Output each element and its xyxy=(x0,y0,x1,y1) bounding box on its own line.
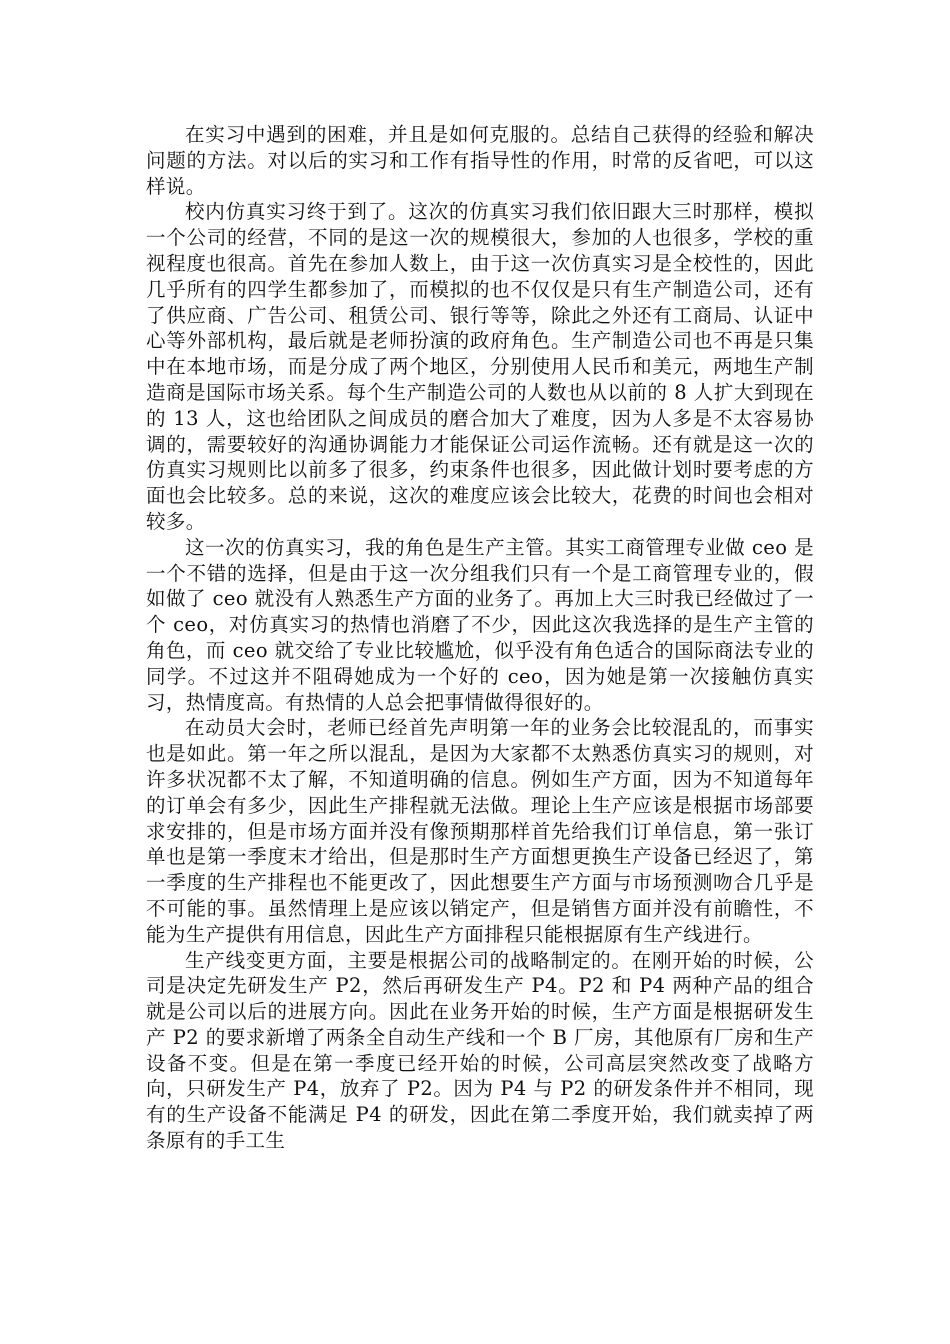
paragraph-first-year: 在动员大会时，老师已经首先声明第一年的业务会比较混乱的，而事实也是如此。第一年之所以混乱，是因为大家都不太熟悉仿真实习的规则，对许多状况都不太了解，不知道明确的信息。例如生产方面，因为不知道每年的订单会有多少，因此生产排程就无法做。理论上生产应该是根据市场部要求安排的，但是市场方面并没有像预期那样首先给我们订单信息，第一张订单也是第一季度末才给出，但是那时生产方面想更换生产设备已经迟了，第一季度的生产排程也不能更改了，因此想要生产方面与市场预测吻合几乎是不可能的事。虽然情理上是应该以销定产，但是销售方面并没有前瞻性，不能为生产提供有用信息，因此生产方面排程只能根据原有生产线进行。 xyxy=(146,716,814,946)
document-body xyxy=(146,122,814,1154)
paragraph-difficulties: 在实习中遇到的困难，并且是如何克服的。总结自己获得的经验和解决问题的方法。对以后的实习和工作有指导性的作用，时常的反省吧，可以这样说。 xyxy=(146,123,814,198)
paragraph-my-role: 这一次的仿真实习，我的角色是生产主管。其实工商管理专业做 ceo 是一个不错的选择，但是由于这一次分组我们只有一个是工商管理专业的，假如做了 ceo 就没有人熟悉生产方面的业务了。再加上大三时我已经做过了一个 ceo，对仿真实习的热情也消磨了不少，因此这次我选择的是生产主管的角色，而 ceo 就交给了专业比较尴尬，似乎没有角色适合的国际商法专业的同学。不过这并不阻碍她成为一个好的 ceo，因为她是第一次接触仿真实习，热情度高。有热情的人总会把事情做得很好的。 xyxy=(146,535,814,714)
paragraph-simulation-intro: 校内仿真实习终于到了。这次的仿真实习我们依旧跟大三时那样，模拟一个公司的经营，不同的是这一次的规模很大，参加的人也很多，学校的重视程度也很高。首先在参加人数上，由于这一次仿真实习是全校性的，因此几乎所有的四学生都参加了，而模拟的也不仅仅是只有生产制造公司，还有了供应商、广告公司、租赁公司、银行等等，除此之外还有工商局、认证中心等外部机构，最后就是老师扮演的政府角色。生产制造公司也不再是只集中在本地市场，而是分成了两个地区，分别使用人民币和美元，两地生产制造商是国际市场关系。每个生产制造公司的人数也从以前的 8 人扩大到现在的 13 人，这也给团队之间成员的磨合加大了难度，因为人多是不太容易协调的，需要较好的沟通协调能力才能保证公司运作流畅。还有就是这一次的仿真实习规则比以前多了很多，约束条件也很多，因此做计划时要考虑的方面也会比较多。总的来说，这次的难度应该会比较大，花费的时间也会相对较多。 xyxy=(146,200,814,533)
paragraph-production-line: 生产线变更方面，主要是根据公司的战略制定的。在刚开始的时候，公司是决定先研发生产 P2，然后再研发生产 P4。P2 和 P4 两种产品的组合就是公司以后的进展方向。因此在业务开始的时候，生产方面是根据研发生产 P2 的要求新增了两条全自动生产线和一个 B 厂房，其他原有厂房和生产设备不变。但是在第一季度已经开始的时候，公司高层突然改变了战略方向，只研发生产 P4，放弃了 P2。因为 P4 与 P2 的研发条件并不相同，现有的生产设备不能满足 P4 的研发，因此在第二季度开始，我们就卖掉了两条原有的手工生 xyxy=(146,948,814,1153)
